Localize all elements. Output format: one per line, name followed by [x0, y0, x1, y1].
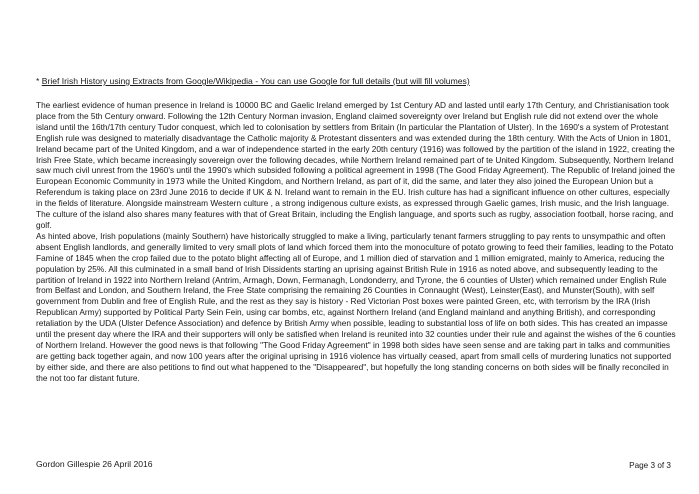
- paragraph-early-history: The earliest evidence of human presence in Ireland is 10000 BC and Gaelic Ireland emerged by 1st Century AD and lasted until early 17th Century, and Christianisation took place from the 5th Century onward. Following the 12th Century Norman invasion, England claimed sovereignty over Ireland but English rule did not extend over the whole island until the 16th/17th century Tudor conquest, which led to colonisation by settlers from Britain (In particular the Plantation of Ulster). In the 1690's a system of Protestant English rule was designed to materially disadvantage the Catholic majority & Protestant dissenters and was extended during the 18th century. With the Acts of Union in 1801, Ireland became part of the United Kingdom, and a war of independence started in the early 20th century (1916) was followed by the partition of the island in 1922, creating the Irish Free State, which became increasingly sovereign over the following decades, while Northern Ireland remained part of te United Kingdom. Subsequently, Northern Ireland saw much civil unrest from the 1960's until the 1990's which subsided following a political agreement in 1998 (The Good Friday Agreement). The Republic of Ireland joined the European Economic Community in 1973 while the United Kingdom, and Northern Ireland, as part of it, did the same, and later they also joined the European Union but a Referendum is taking place on 23rd June 2016 to decide if UK & N. Ireland want to remain in the EU. Irish culture has had a significant influence on other cultures, especially in the fields of literature. Alongside mainstream Western culture , a strong indigenous culture exists, as expressed through Gaelic games, Irish music, and the Irish language. The culture of the island also shares many features with that of Great Britain, including the English language, and sports such as rugby, association football, horse racing, and golf.: [36, 100, 676, 230]
- page-number: Page 3 of 3: [629, 461, 671, 470]
- heading-text: Brief Irish History using Extracts from Google/Wikipedia - You can use Google for full details (but will fill volumes): [41, 76, 470, 86]
- body-text: [36, 100, 676, 384]
- paragraph-famine-partition: As hinted above, Irish populations (mainly Southern) have historically struggled to make a living, particularly tenant farmers struggling to pay rents to unsympathic and often absent English landlords, and generally limited to very small plots of land which forced them into the monoculture of potato growing to feed their families, leading to the Potato Famine of 1845 when the crop failed due to the potato blight affecting all of Europe, and 1 million died of starvation and 1 million emigrated, mainly to America, reducing the population by 25%. All this culminated in a small band of Irish Dissidents starting an uprising against British Rule in 1916 as noted above, and subsequently leading to the partition of Ireland in 1922 into Northern Ireland (Antrim, Armagh, Down, Fermanagh, Londonderry, and Tyrone, the 6 counties of Ulster) which remained under English Rule from Belfast and London, and Southern Ireland, the Free State comprising the remaining 26 Counties in Connaught (West), Leinster(East), and Munster(South), with self government from Dublin and free of English Rule, and the rest as they say is history - Red Victorian Post boxes were painted Green, etc, with terrorism by the IRA (Irish Republican Army) supported by Political Party Sein Fein, using car bombs, etc, against Northern Ireland (and England mainland and anything British), and corresponding retaliation by the UDA (Ulster Defence Association) and defence by British Army when possible, leading to substantial loss of life on both sides. This has created an impasse until the present day where the IRA and their supporters will only be satisfied when Ireland is reunited into 32 counties under their rule and against the wishes of the 6 counties of Northern Ireland. However the good news is that following "The Good Friday Agreement" in 1998 both sides have seen sense and are taking part in talks and communities are getting back together again, and now 100 years after the original uprising in 1916 violence has virtually ceased, apart from small cells of murdering lunatics not supported by either side, and there are also petitions to find out what happened to the "Disappeared", but hopefully the long standing concerns on both sides will be finally reconciled in the not too far distant future.: [36, 230, 676, 383]
- section-heading: [36, 76, 676, 87]
- heading-bullet: *: [36, 76, 42, 86]
- footer-author: Gordon Gillespie 26 April 2016: [36, 459, 153, 469]
